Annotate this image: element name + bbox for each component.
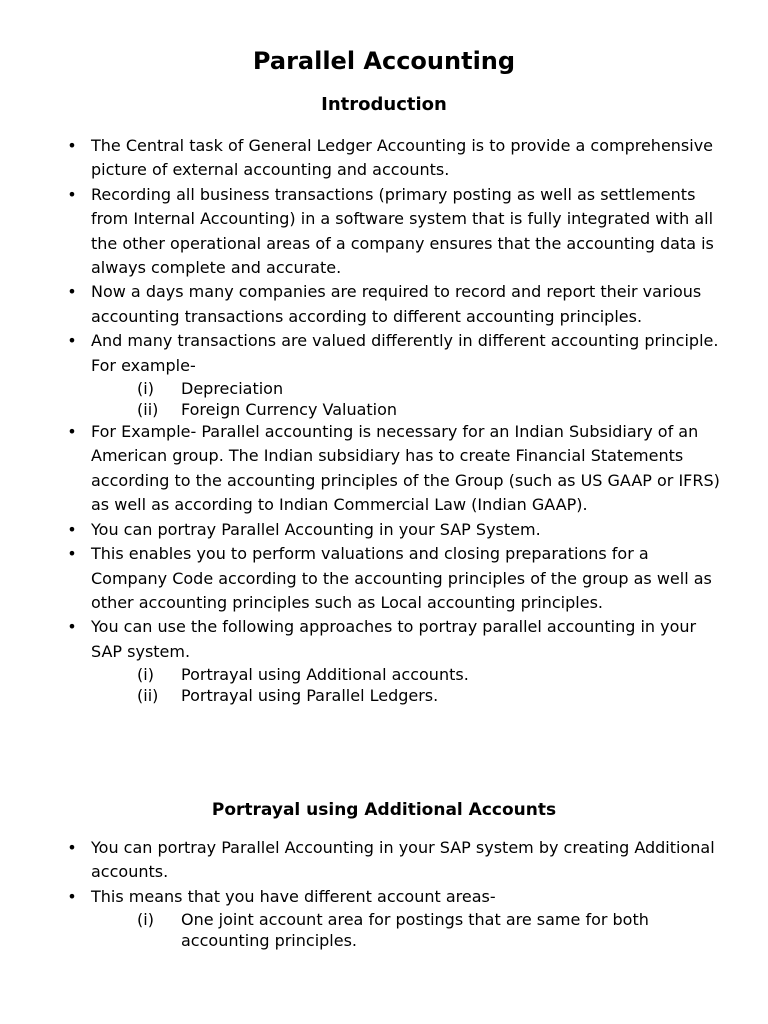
section-heading-introduction: Introduction	[321, 94, 447, 115]
sub-item-number: (i)	[137, 910, 154, 930]
sub-item-number: (i)	[137, 665, 154, 685]
sub-item-text: One joint account area for postings that are same for both accounting principles.	[181, 910, 649, 951]
list-item	[0, 836, 768, 885]
bullet-icon: •	[67, 886, 77, 906]
bullet-text: You can use the following approaches to portray parallel accounting in your SAP system.	[91, 617, 697, 661]
sub-list	[91, 378, 724, 420]
sub-item-text: Portrayal using Parallel Ledgers.	[181, 686, 439, 706]
bullet-text: Recording all business transactions (primary posting as well as settlements from Internal Accounting) in a software system that is fully integrated with all the other operational areas of a company ensures that the accounting data is always complete and accurate.	[91, 184, 714, 278]
bullet-icon: •	[67, 282, 77, 302]
sub-list	[91, 909, 724, 951]
bullet-text: Now a days many companies are required to record and report their various accounting transactions according to different accounting principles.	[91, 282, 702, 326]
bullet-text: And many transactions are valued differently in different accounting principle. For example-	[91, 331, 719, 375]
bullet-icon: •	[67, 331, 77, 351]
sub-item-text: Depreciation	[181, 379, 284, 399]
bullet-text: For Example- Parallel accounting is necessary for an Indian Subsidiary of an American group. The Indian subsidiary has to create Financial Statements according to the accounting principles of the Group (such as US GAAP or IFRS) as well as according to Indian Commercial Law (Indian GAAP).	[91, 422, 720, 515]
bullet-icon: •	[67, 544, 77, 564]
bullet-text: You can portray Parallel Accounting in your SAP system by creating Additional accounts.	[91, 838, 715, 882]
bullet-icon: •	[67, 184, 77, 204]
sub-item-text: Foreign Currency Valuation	[181, 400, 398, 420]
bullet-icon: •	[67, 838, 77, 857]
sub-item-text: Portrayal using Additional accounts.	[181, 665, 469, 685]
bullet-icon: •	[67, 136, 77, 155]
sub-item-number: (ii)	[137, 686, 159, 706]
bullet-text: You can portray Parallel Accounting in your SAP System.	[91, 519, 541, 539]
introduction-bullet-list	[0, 134, 768, 706]
section-heading-additional-accounts: Portrayal using Additional Accounts	[211, 800, 557, 820]
list-item	[0, 329, 768, 420]
sub-list-item	[91, 909, 724, 951]
list-item	[0, 615, 768, 706]
sub-item-number: (i)	[137, 379, 154, 399]
bullet-text: This means that you have different account areas-	[91, 886, 496, 906]
list-item	[0, 280, 768, 329]
list-item	[0, 183, 768, 281]
list-item	[0, 885, 768, 951]
sub-list	[91, 664, 724, 706]
list-item	[0, 542, 768, 615]
list-item	[0, 518, 768, 542]
bullet-icon: •	[67, 422, 77, 442]
sub-list-item	[91, 685, 724, 706]
bullet-icon: •	[67, 617, 77, 637]
bullet-text: The Central task of General Ledger Accounting is to provide a comprehensive picture of external accounting and accounts.	[91, 136, 714, 180]
sub-list-item	[91, 664, 724, 685]
sub-list-item	[91, 399, 724, 420]
bullet-icon: •	[67, 519, 77, 539]
document-title: Parallel Accounting	[252, 47, 516, 75]
sub-list-item	[91, 378, 724, 399]
additional-accounts-bullet-list	[0, 836, 768, 951]
list-item	[0, 420, 768, 518]
bullet-text: This enables you to perform valuations and closing preparations for a Company Code according to the accounting principles of the group as well as other accounting principles such as Local accounting principles.	[91, 544, 712, 612]
list-item	[0, 134, 768, 183]
sub-item-number: (ii)	[137, 400, 159, 420]
